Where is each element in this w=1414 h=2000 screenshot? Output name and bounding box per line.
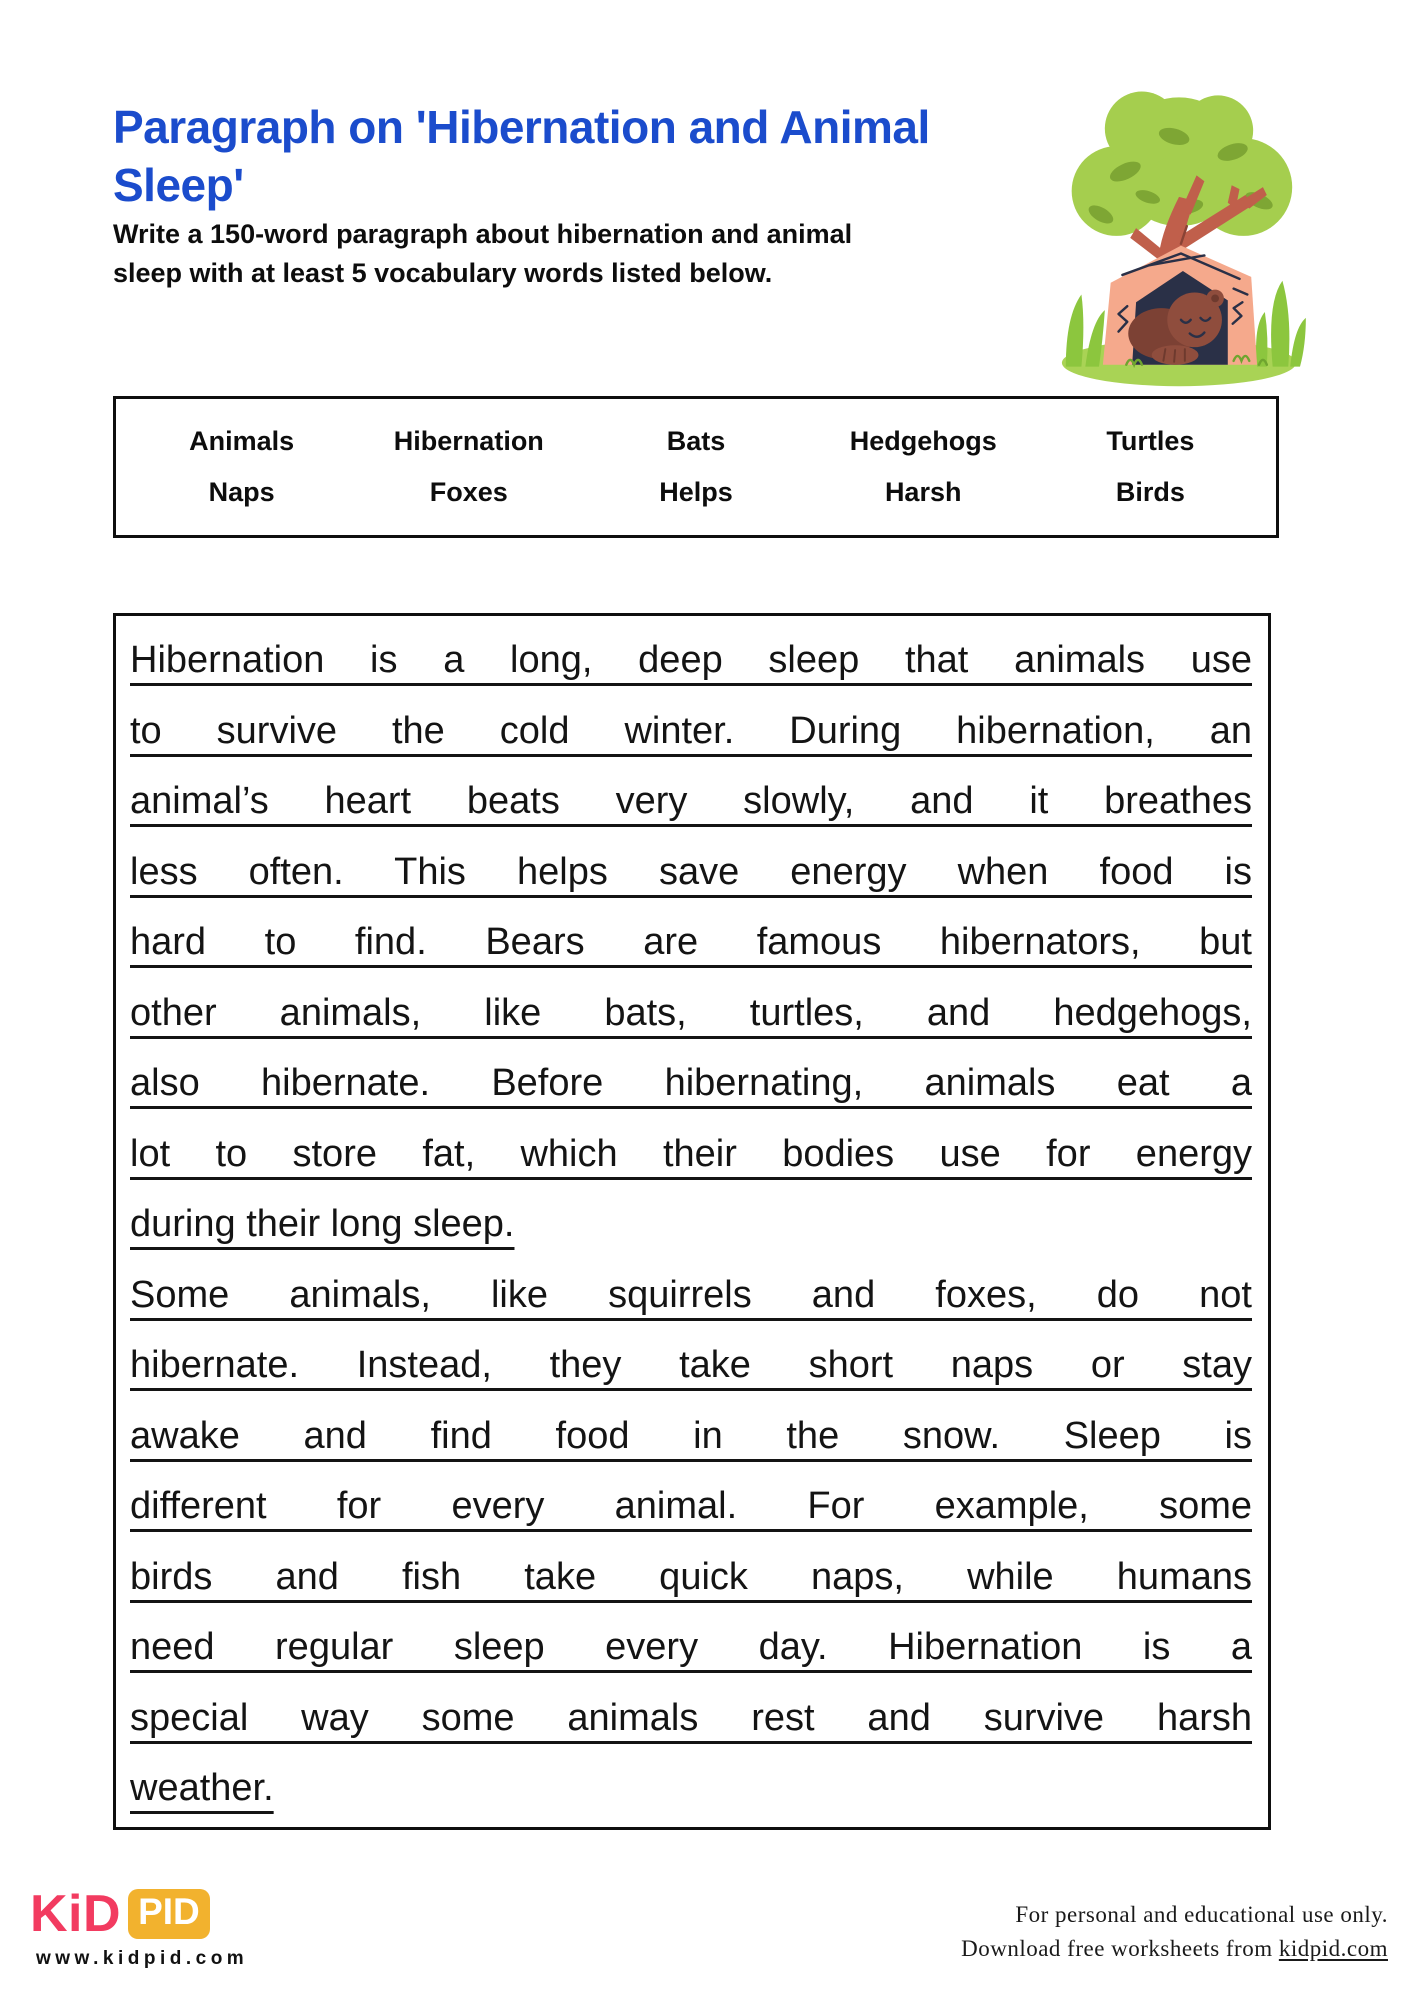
essay-line: lot to store fat, which their bodies use for energy: [130, 1132, 1252, 1175]
essay-line: need regular sleep every day. Hibernation is a: [130, 1626, 1252, 1668]
vocab-word: Turtles: [1106, 426, 1195, 457]
essay-line: also hibernate. Before hibernating, animals eat a: [130, 1062, 1252, 1104]
essay-line: Hibernation is a long, deep sleep that animals use: [130, 639, 1252, 681]
page-title-line1: Paragraph on 'Hibernation and Animal: [113, 101, 930, 153]
vocab-word: Bats: [666, 426, 726, 457]
instructions-line1: Write a 150-word paragraph about hibernation and animal: [113, 219, 853, 249]
kidpid-logo-kid: KiD: [30, 1885, 122, 1943]
vocab-word: Animals: [189, 426, 295, 457]
vocab-word: Helps: [659, 476, 733, 507]
website-url: www.kidpid.com: [36, 1948, 249, 1969]
instructions-text: [113, 215, 852, 293]
download-line: [961, 1932, 1388, 1966]
essay-line: during their long sleep.: [130, 1203, 515, 1245]
essay-line: different for every animal. For example, some: [130, 1485, 1252, 1527]
vocab-word: Harsh: [884, 476, 962, 507]
essay-line: awake and find food in the snow. Sleep is: [130, 1414, 1252, 1457]
essay-line: animal’s heart beats very slowly, and it breathes: [130, 780, 1252, 822]
vocab-word: Naps: [208, 476, 275, 507]
vocab-word: Hibernation: [393, 426, 544, 457]
vocab-word: Hedgehogs: [849, 426, 997, 457]
vocabulary-box: [113, 396, 1279, 538]
vocabulary-row-1: [128, 426, 1264, 457]
instructions-line2: sleep with at least 5 vocabulary words listed below.: [113, 258, 773, 288]
essay-line: less often. This helps save energy when food is: [130, 850, 1252, 893]
essay-answer-box: [113, 613, 1271, 1830]
essay-line: hibernate. Instead, they take short naps or stay: [130, 1344, 1252, 1386]
essay-line: special way some animals rest and survive harsh: [130, 1696, 1252, 1739]
kidpid-logo[interactable]: [30, 1884, 210, 1944]
essay-line: other animals, like bats, turtles, and hedgehogs,: [130, 991, 1252, 1034]
kidpid-logo-pid-badge: PID: [128, 1889, 210, 1939]
essay-line: hard to find. Bears are famous hibernators, but: [130, 921, 1252, 963]
page-title-line2: Sleep': [113, 159, 244, 211]
vocab-word: Foxes: [429, 476, 508, 507]
page-title: [113, 98, 930, 214]
kidpid-link[interactable]: kidpid.com: [1278, 1936, 1388, 1961]
download-line-prefix: Download free worksheets from: [961, 1936, 1279, 1961]
vocabulary-row-2: [128, 477, 1264, 508]
usage-line: For personal and educational use only.: [1015, 1902, 1388, 1927]
essay-line: weather.: [130, 1767, 274, 1809]
sleeping-bear-tree-illustration: [1028, 72, 1330, 394]
essay-line: birds and fish take quick naps, while humans: [130, 1555, 1252, 1598]
essay-line: to survive the cold winter. During hibernation, an: [130, 709, 1252, 752]
usage-notice: [961, 1898, 1388, 1966]
essay-line: Some animals, like squirrels and foxes, do not: [130, 1273, 1252, 1316]
vocab-word: Birds: [1115, 476, 1185, 507]
